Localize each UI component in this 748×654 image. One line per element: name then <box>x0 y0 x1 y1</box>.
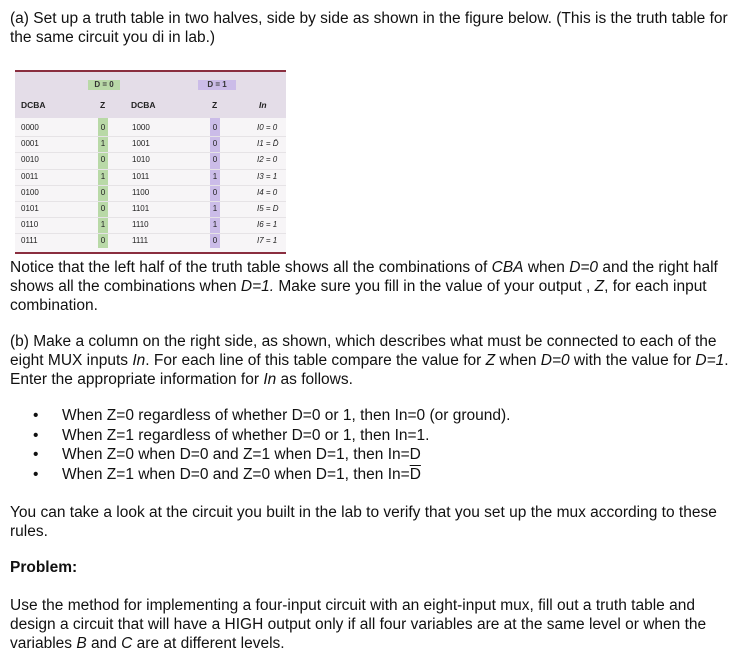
cell-z-left: 0 <box>100 204 106 213</box>
cell-dcba-left: 0111 <box>21 236 38 246</box>
notice-paragraph: Notice that the left half of the truth table shows all the combinations of CBA when D=0 and the right half shows all the combinations when D=1. Make sure you fill in the value of your output , Z, for each input combination. <box>10 259 718 314</box>
bullet-icon: • <box>33 446 39 463</box>
cell-in: I0 = 0 <box>257 123 278 132</box>
cell-in: I6 = 1 <box>257 220 278 230</box>
cell-dcba-left: 0010 <box>21 155 39 165</box>
cell-dcba-left: 0100 <box>21 187 39 197</box>
cell-dcba-right: 1001 <box>132 139 150 149</box>
cell-dcba-right: 1100 <box>132 187 150 197</box>
problem-label: Problem: <box>10 559 78 576</box>
row-divider <box>15 217 286 218</box>
cell-z-right: 1 <box>212 171 218 181</box>
header-in: In <box>259 100 267 110</box>
part-a-intro: (a) Set up a truth table in two halves, side by side as shown in the figure below. (This is the truth table for the same circuit you di in lab.) <box>10 10 728 46</box>
cell-in: I5 = D <box>257 204 279 213</box>
cell-dcba-left: 0011 <box>21 171 39 181</box>
truth-table-figure <box>15 70 286 254</box>
cell-dcba-right: 1111 <box>132 236 149 246</box>
bullet-icon: • <box>33 465 39 483</box>
cell-z-right: 0 <box>212 236 218 246</box>
cell-dcba-left: 0110 <box>21 220 39 230</box>
row-divider <box>15 136 286 137</box>
rules-list <box>33 406 510 484</box>
cell-z-left: 0 <box>100 123 106 132</box>
row-divider <box>15 201 286 202</box>
cell-in: I3 = 1 <box>257 171 278 181</box>
cell-z-right: 0 <box>212 123 218 132</box>
truth-table-row <box>15 233 286 249</box>
rule-item: • When Z=1 when D=0 and Z=0 when D=1, then $In=\overline{D}$ <box>33 465 421 483</box>
cell-z-right: 1 <box>212 220 218 230</box>
header-dcba-right: DCBA <box>131 100 156 110</box>
bullet-icon: • <box>33 407 39 424</box>
cell-in: I4 = 0 <box>257 187 278 197</box>
rule-item: • When Z=0 when D=0 and Z=1 when D=1, then In=D <box>33 446 421 463</box>
row-divider <box>15 185 286 186</box>
rule-item: • When Z=0 regardless of whether D=0 or 1, then In=0 (or ground). <box>33 407 511 424</box>
cell-dcba-left: 0001 <box>21 139 39 149</box>
truth-table-row <box>15 185 286 201</box>
cell-dcba-right: 1011 <box>132 171 150 181</box>
d0-label: D = 0 <box>88 80 120 90</box>
rule-item: • When Z=1 regardless of whether D=0 or 1, then In=1. <box>33 426 430 444</box>
truth-table-row <box>15 169 286 185</box>
row-divider <box>15 233 286 234</box>
header-z-right: Z <box>212 100 218 110</box>
cell-z-left: 1 <box>100 220 106 230</box>
header-dcba-left: DCBA <box>21 100 46 110</box>
row-divider <box>15 152 286 153</box>
row-divider <box>15 169 286 170</box>
cell-z-right: 0 <box>212 155 218 165</box>
cell-dcba-right: 1010 <box>132 155 150 165</box>
cell-dcba-left: 0000 <box>21 123 39 132</box>
cell-z-left: 1 <box>100 139 106 149</box>
cell-z-left: 0 <box>100 236 106 246</box>
cell-z-left: 0 <box>100 155 106 165</box>
truth-table-header-band <box>15 72 286 118</box>
problem-paragraph: Use the method for implementing a four-input circuit with an eight-input mux, fill out a truth table and design a circuit that will have a HIGH output only if all four variables are at the same level or when the variables B and C are at different levels. <box>10 597 707 652</box>
truth-table-row <box>15 136 286 152</box>
cell-in: I7 = 1 <box>257 236 278 246</box>
truth-table-row <box>15 152 286 168</box>
cell-dcba-right: 1101 <box>132 204 150 213</box>
cell-in: I2 = 0 <box>257 155 278 165</box>
cell-z-right: 0 <box>212 187 218 197</box>
d1-label: D = 1 <box>198 80 236 90</box>
cell-dcba-right: 1110 <box>132 220 149 230</box>
verify-paragraph: You can take a look at the circuit you built in the lab to verify that you set up the mux according to these rules. <box>10 504 717 540</box>
cell-z-right: 1 <box>212 204 218 213</box>
truth-table-row <box>15 120 286 136</box>
truth-table-row <box>15 217 286 233</box>
truth-table-row <box>15 201 286 217</box>
header-z-left: Z <box>100 100 106 110</box>
cell-dcba-right: 1000 <box>132 123 150 132</box>
cell-z-right: 0 <box>212 139 218 149</box>
cell-z-left: 1 <box>100 171 106 181</box>
cell-z-left: 0 <box>100 187 106 197</box>
part-b-paragraph: (b) Make a column on the right side, as shown, which describes what must be connected to each of the eight MUX inputs In. For each line of this table compare the value for Z when D=0 with the value for D=1. Enter the appropriate information for In as follows. <box>10 333 729 388</box>
cell-in: I1 = D̄ <box>257 139 279 149</box>
cell-dcba-left: 0101 <box>21 204 39 213</box>
bullet-icon: • <box>33 426 39 444</box>
